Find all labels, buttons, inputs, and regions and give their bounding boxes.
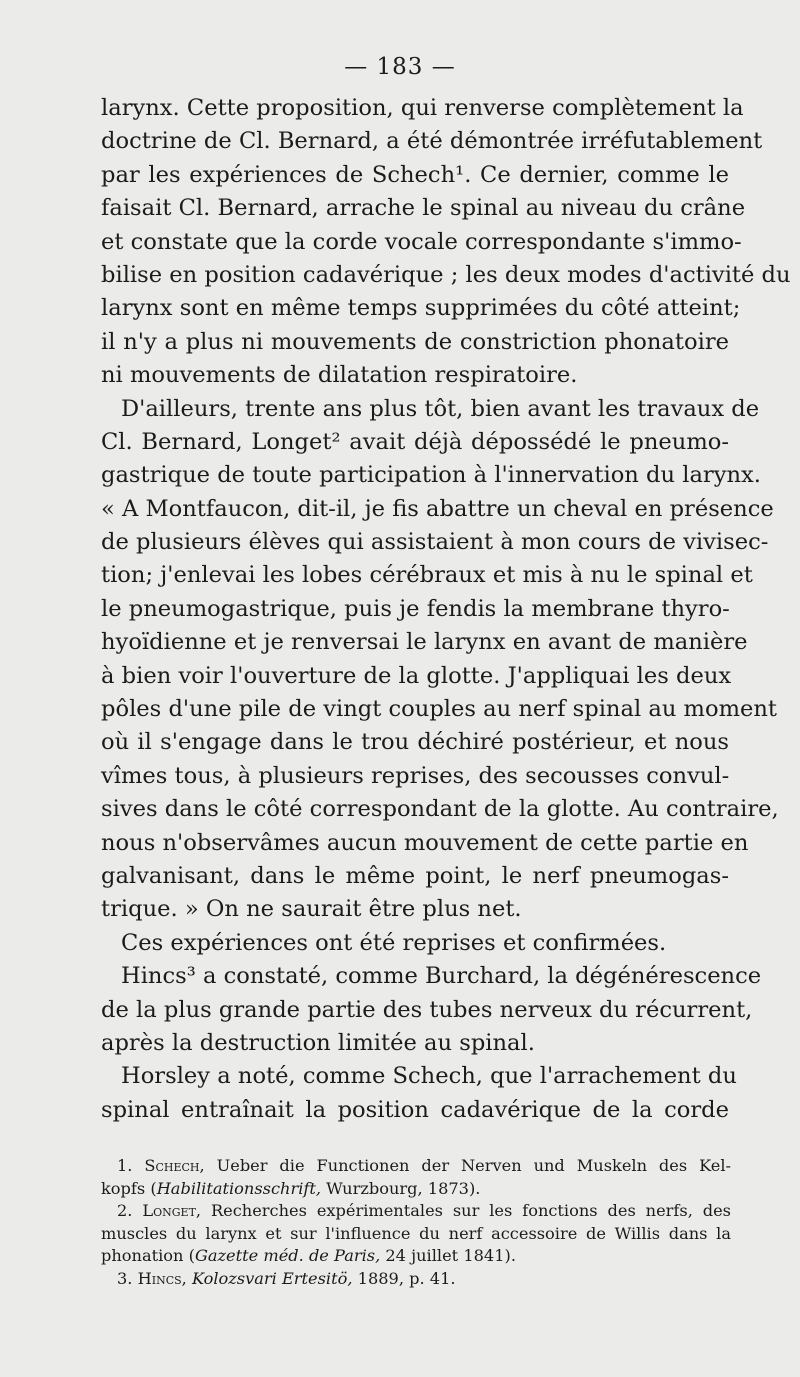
text-line: de plusieurs élèves qui assistaient à mon cours de vivisec- bbox=[101, 529, 769, 556]
text-line: il n'y a plus ni mouvements de constriction phonatoire bbox=[101, 328, 729, 355]
body-text bbox=[101, 92, 791, 1127]
text-line: doctrine de Cl. Bernard, a été démontrée irréfutablement bbox=[101, 128, 763, 155]
text-line: et constate que la corde vocale correspondante s'immo- bbox=[101, 228, 742, 255]
text-line: D'ailleurs, trente ans plus tôt, bien avant les travaux de bbox=[121, 395, 760, 422]
footnote-1-author: Schech bbox=[144, 1156, 200, 1175]
text-line: bilise en position cadavérique ; les deux modes d'activité du bbox=[101, 261, 791, 288]
text-line: larynx. Cette proposition, qui renverse complètement la bbox=[101, 95, 744, 121]
text-line: après la destruction limitée au spinal. bbox=[101, 1029, 535, 1056]
footnote-1-line-2: kopfs (Habilitationsschrift, Wurzbourg, 1873). bbox=[101, 1178, 481, 1198]
text-line: vîmes tous, à plusieurs reprises, des secousses convul- bbox=[101, 762, 730, 789]
text-line: galvanisant, dans le même point, le nerf pneumogas- bbox=[101, 862, 729, 889]
page-number: — 183 — bbox=[344, 54, 456, 80]
text-line: gastrique de toute participation à l'innervation du larynx. bbox=[101, 462, 761, 489]
text-line: à bien voir l'ouverture de la glotte. J'appliquai les deux bbox=[101, 662, 732, 689]
text-line: tion; j'enlevai les lobes cérébraux et mis à nu le spinal et bbox=[101, 562, 753, 589]
footnote-3: 3. Hincs, Kolozsvari Ertesitö, 1889, p. 41. bbox=[117, 1268, 456, 1288]
text-line: où il s'engage dans le trou déchiré postérieur, et nous bbox=[101, 729, 729, 756]
text-line: trique. » On ne saurait être plus net. bbox=[101, 896, 522, 923]
text-line: larynx sont en même temps supprimées du côté atteint; bbox=[101, 295, 741, 322]
text-line: spinal entraînait la position cadavérique de la corde bbox=[101, 1096, 729, 1123]
footnote-2-line-3: phonation (Gazette méd. de Paris, 24 juillet 1841). bbox=[101, 1246, 516, 1266]
text-line: hyoïdienne et je renversai le larynx en avant de manière bbox=[101, 629, 748, 656]
footnote-3-author: Hincs bbox=[137, 1268, 182, 1288]
text-line: Cl. Bernard, Longet² avait déjà dépossédé le pneumo- bbox=[101, 428, 729, 455]
text-line: Ces expériences ont été reprises et confirmées. bbox=[121, 929, 667, 956]
text-line: ni mouvements de dilatation respiratoire. bbox=[101, 362, 578, 389]
footnote-2-author: Longet bbox=[142, 1201, 196, 1221]
footnote-2-line-2: muscles du larynx et sur l'influence du nerf accessoire de Willis dans la bbox=[101, 1223, 731, 1243]
text-line: faisait Cl. Bernard, arrache le spinal au niveau du crâne bbox=[101, 195, 746, 222]
footnote-2-line-1: 2. Longet, Recherches expérimentales sur les fonctions des nerfs, des bbox=[117, 1201, 731, 1221]
text-line: de la plus grande partie des tubes nerveux du récurrent, bbox=[101, 996, 753, 1023]
text-line: « A Montfaucon, dit-il, je fis abattre un cheval en présence bbox=[101, 495, 774, 522]
text-line: nous n'observâmes aucun mouvement de cette partie en bbox=[101, 829, 749, 856]
text-line: Horsley a noté, comme Schech, que l'arrachement du bbox=[121, 1063, 737, 1090]
footnotes bbox=[101, 1155, 731, 1291]
text-line: Hincs³ a constaté, comme Burchard, la dégénérescence bbox=[121, 963, 762, 990]
text-line: le pneumogastrique, puis je fendis la membrane thyro- bbox=[101, 595, 730, 622]
footnote-1-line-1: 1. Schech, Ueber die Functionen der Nerven und Muskeln des Kel- bbox=[117, 1156, 731, 1175]
text-line: par les expériences de Schech¹. Ce dernier, comme le bbox=[101, 161, 729, 188]
text-line: pôles d'une pile de vingt couples au nerf spinal au moment bbox=[101, 696, 778, 723]
text-line: sives dans le côté correspondant de la glotte. Au contraire, bbox=[101, 796, 779, 823]
